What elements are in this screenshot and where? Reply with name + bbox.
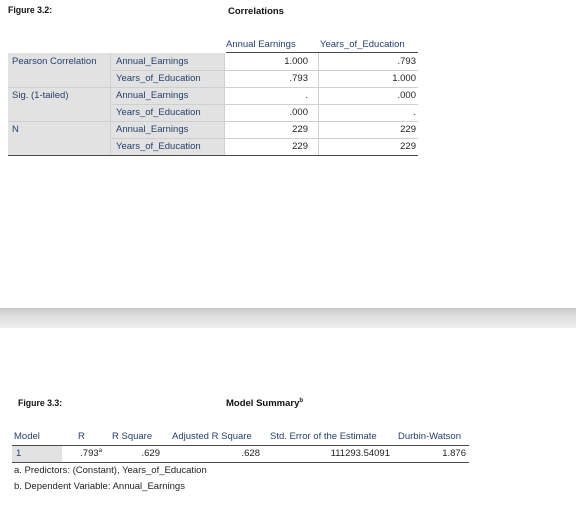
- model-summary-title-text: Model Summary: [226, 398, 300, 409]
- row-var-label: Years_of_Education: [116, 107, 201, 118]
- stub-divider: [110, 53, 111, 155]
- group-label-pearson: Pearson Correlation: [12, 56, 97, 67]
- group-label-n: N: [12, 124, 19, 135]
- summary-r-cell: [64, 445, 102, 462]
- bottom-page: [0, 328, 576, 520]
- footnote-b: b. Dependent Variable: Annual_Earnings: [14, 481, 185, 492]
- header-r: R: [78, 431, 85, 442]
- value-cell: 1.000: [392, 73, 416, 84]
- header-r-square: R Square: [112, 431, 153, 442]
- value-cell: .793: [397, 56, 416, 67]
- row-var-label: Annual_Earnings: [116, 56, 189, 67]
- value-cell: .: [413, 107, 416, 118]
- correlations-title: Correlations: [228, 6, 284, 17]
- value-cell: .000: [397, 90, 416, 101]
- figure-3-2-label: Figure 3.2:: [8, 5, 53, 16]
- group-label-sig: Sig. (1-tailed): [12, 90, 69, 101]
- header-durbin-watson: Durbin-Watson: [398, 431, 462, 442]
- page-divider: [0, 308, 576, 328]
- value-cell: 229: [292, 124, 308, 135]
- row-var-label: Annual_Earnings: [116, 90, 189, 101]
- summary-model-cell: 1: [16, 448, 22, 459]
- value-cell: .000: [289, 107, 308, 118]
- bottom-rule: [8, 155, 418, 156]
- summary-durbin-watson-cell: 1.876: [442, 448, 466, 459]
- value-cell: 229: [292, 141, 308, 152]
- row-var-label: Years_of_Education: [116, 141, 201, 152]
- summary-r-value: .793: [80, 448, 99, 459]
- summary-adj-r-square-cell: .628: [241, 448, 260, 459]
- row-var-label: Years_of_Education: [116, 73, 201, 84]
- summary-r-square-cell: .629: [141, 448, 160, 459]
- summary-r-sup: a: [98, 447, 102, 454]
- header-model: Model: [14, 431, 40, 442]
- summary-std-error-cell: 111293.54091: [330, 448, 390, 459]
- footnote-a: a. Predictors: (Constant), Years_of_Education: [14, 465, 207, 476]
- model-summary-title-sup: b: [299, 397, 304, 404]
- header-std-error: Std. Error of the Estimate: [270, 431, 377, 442]
- summary-bottom-rule: [12, 462, 469, 463]
- value-cell: 229: [400, 124, 416, 135]
- header-adj-r-square: Adjusted R Square: [172, 431, 252, 442]
- value-cell: 1.000: [284, 56, 308, 67]
- value-cell: 229: [400, 141, 416, 152]
- row-var-label: Annual_Earnings: [116, 124, 189, 135]
- figure-3-3-label: Figure 3.3:: [18, 398, 63, 409]
- model-summary-title: [226, 398, 303, 409]
- value-cell: .793: [289, 73, 308, 84]
- col-header-annual-earnings: Annual Earnings: [226, 39, 296, 50]
- value-cell: .: [305, 90, 308, 101]
- col-header-years-of-education: Years_of_Education: [320, 39, 405, 50]
